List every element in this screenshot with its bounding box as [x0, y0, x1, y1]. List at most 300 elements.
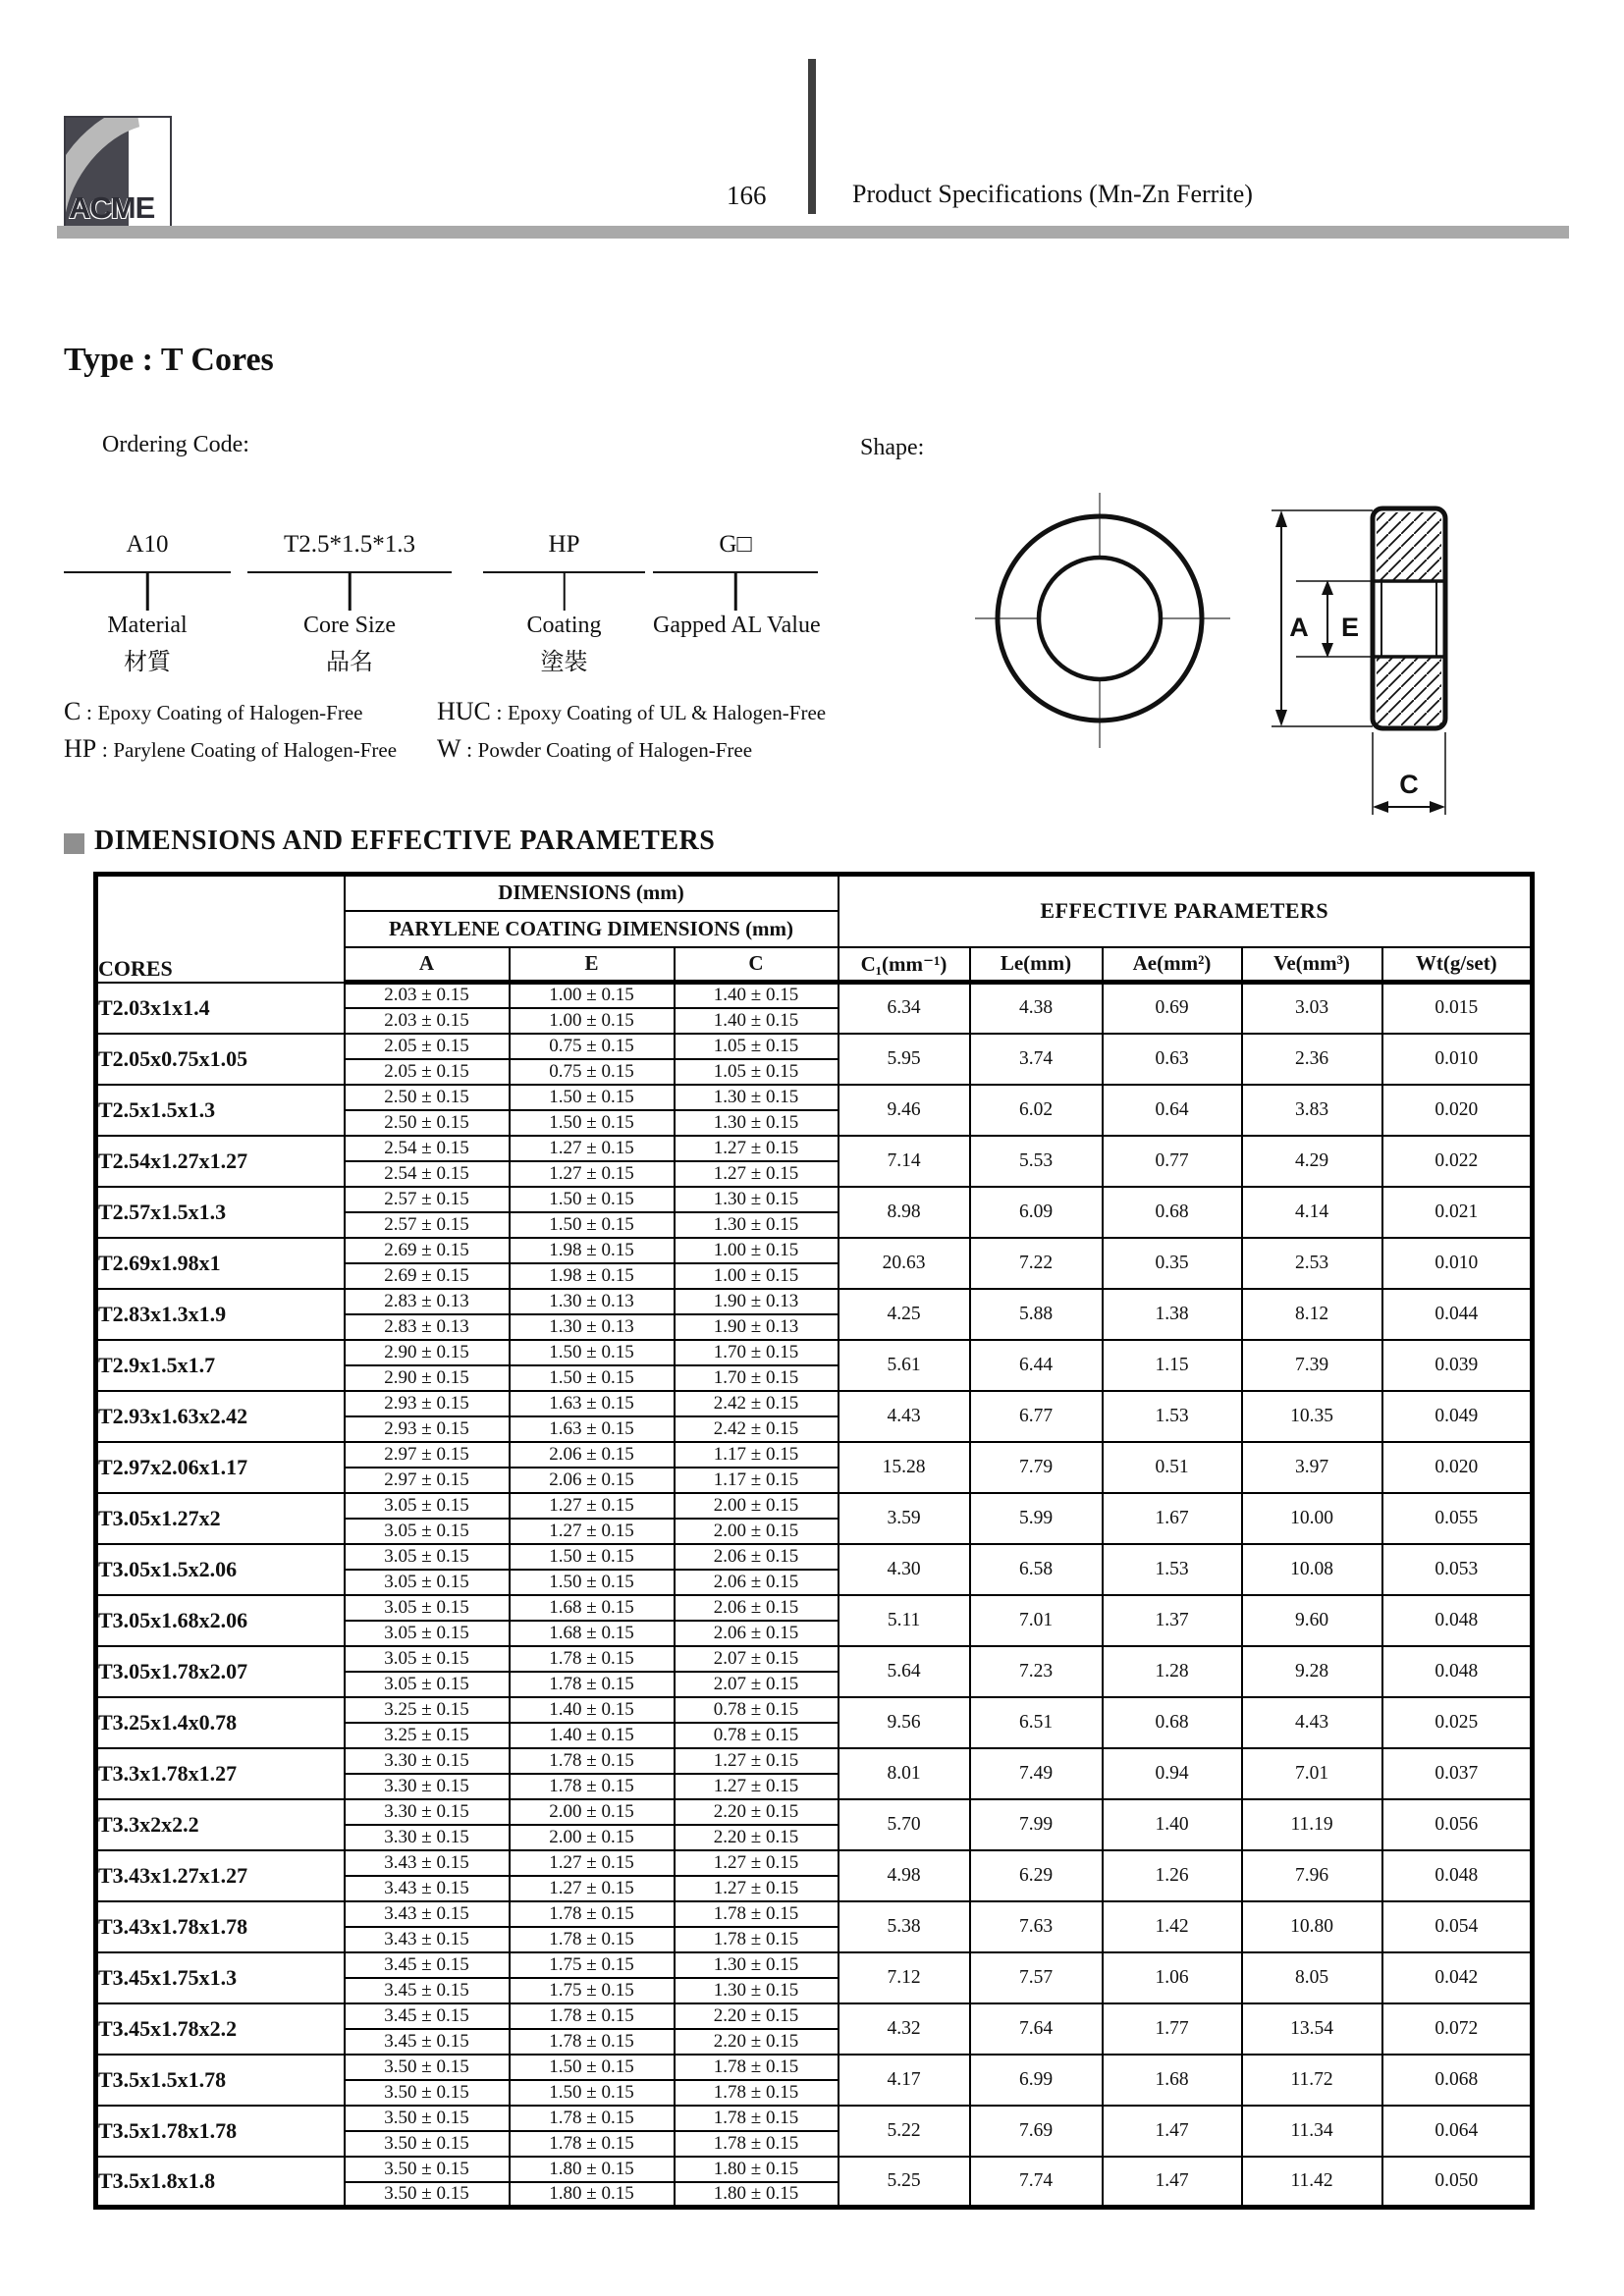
- coating-dimension-value: 0.75 ± 0.15: [510, 1059, 675, 1085]
- cross-section-hatch-top: [1377, 512, 1441, 580]
- dimension-value: 1.05 ± 0.15: [675, 1034, 839, 1059]
- coating-dimension-value: 3.05 ± 0.15: [345, 1672, 510, 1697]
- parameter-value: 1.67: [1103, 1493, 1242, 1544]
- coating-dimension-value: 2.69 ± 0.15: [345, 1263, 510, 1289]
- coating-dimension-value: 1.30 ± 0.15: [675, 1978, 839, 2003]
- coating-dimension-value: 1.78 ± 0.15: [675, 2131, 839, 2157]
- dimension-value: 1.78 ± 0.15: [510, 1901, 675, 1927]
- table-row: [96, 1697, 1533, 1723]
- parameter-value: 11.72: [1242, 2055, 1382, 2106]
- parameter-value: 4.25: [839, 1289, 970, 1340]
- parameter-value: 13.54: [1242, 2003, 1382, 2055]
- parameter-value: 11.34: [1242, 2106, 1382, 2157]
- legend-text: Epoxy Coating of Halogen-Free: [97, 701, 363, 724]
- dimension-value: 2.90 ± 0.15: [345, 1340, 510, 1365]
- dimension-value: 2.69 ± 0.15: [345, 1238, 510, 1263]
- dimension-value: 2.06 ± 0.15: [675, 1544, 839, 1570]
- core-name: T2.97x2.06x1.17: [96, 1442, 345, 1493]
- parameter-value: 7.99: [970, 1799, 1103, 1850]
- parameter-value: 7.69: [970, 2106, 1103, 2157]
- parameter-value: 15.28: [839, 1442, 970, 1493]
- coating-dimension-value: 1.78 ± 0.15: [510, 2029, 675, 2055]
- parameter-value: 9.60: [1242, 1595, 1382, 1646]
- parameter-value: 5.70: [839, 1799, 970, 1850]
- dimension-value: 1.27 ± 0.15: [675, 1136, 839, 1161]
- dimension-value: 2.06 ± 0.15: [510, 1442, 675, 1468]
- toroid-shape-drawing: [967, 483, 1478, 822]
- coating-dimension-value: 2.97 ± 0.15: [345, 1468, 510, 1493]
- coating-dimension-value: 2.05 ± 0.15: [345, 1059, 510, 1085]
- table-row: [96, 1595, 1533, 1621]
- parameter-value: 0.022: [1382, 1136, 1533, 1187]
- coating-dimension-value: 1.78 ± 0.15: [510, 1927, 675, 1952]
- col-header-ae: Ae(mm²): [1103, 947, 1242, 983]
- dimension-value: 1.30 ± 0.15: [675, 1952, 839, 1978]
- parameter-value: 6.58: [970, 1544, 1103, 1595]
- dimension-value: 2.57 ± 0.15: [345, 1187, 510, 1212]
- table-row: [96, 1034, 1533, 1059]
- coating-dimension-value: 3.30 ± 0.15: [345, 1825, 510, 1850]
- dimension-value: 1.78 ± 0.15: [675, 2106, 839, 2131]
- core-name: T2.54x1.27x1.27: [96, 1136, 345, 1187]
- parameter-value: 1.37: [1103, 1595, 1242, 1646]
- dimension-value: 0.78 ± 0.15: [675, 1697, 839, 1723]
- dimension-value: 3.05 ± 0.15: [345, 1595, 510, 1621]
- parameter-value: 20.63: [839, 1238, 970, 1289]
- logo-text: ACME: [69, 190, 155, 225]
- parameter-value: 3.97: [1242, 1442, 1382, 1493]
- coating-dimension-value: 2.20 ± 0.15: [675, 1825, 839, 1850]
- parameter-value: 1.53: [1103, 1391, 1242, 1442]
- acme-logo: [64, 116, 172, 228]
- coating-dimension-value: 2.54 ± 0.15: [345, 1161, 510, 1187]
- col-header-cores: CORES: [96, 875, 345, 983]
- coating-dimension-value: 1.98 ± 0.15: [510, 1263, 675, 1289]
- legend-huc: HUC : Epoxy Coating of UL & Halogen-Free: [437, 697, 827, 725]
- coating-dimension-value: 1.78 ± 0.15: [510, 1672, 675, 1697]
- dimension-value: 1.30 ± 0.13: [510, 1289, 675, 1314]
- coating-dimension-value: 2.50 ± 0.15: [345, 1110, 510, 1136]
- table-row: [96, 1289, 1533, 1314]
- page-title: Type : T Cores: [64, 342, 274, 378]
- parameter-value: 0.68: [1103, 1187, 1242, 1238]
- coating-dimension-value: 3.05 ± 0.15: [345, 1570, 510, 1595]
- parameter-value: 7.23: [970, 1646, 1103, 1697]
- parameter-value: 0.054: [1382, 1901, 1533, 1952]
- dimension-value: 3.30 ± 0.15: [345, 1748, 510, 1774]
- core-name: T3.05x1.68x2.06: [96, 1595, 345, 1646]
- core-name: T3.43x1.78x1.78: [96, 1901, 345, 1952]
- dimension-value: 3.50 ± 0.15: [345, 2106, 510, 2131]
- table-row: [96, 2003, 1533, 2029]
- table-row: [96, 1544, 1533, 1570]
- dimension-value: 2.50 ± 0.15: [345, 1085, 510, 1110]
- parameter-value: 10.80: [1242, 1901, 1382, 1952]
- core-name: T3.05x1.27x2: [96, 1493, 345, 1544]
- coating-dimension-value: 2.83 ± 0.13: [345, 1314, 510, 1340]
- parameter-value: 6.09: [970, 1187, 1103, 1238]
- coating-dimension-value: 3.45 ± 0.15: [345, 2029, 510, 2055]
- dimension-value: 1.30 ± 0.15: [675, 1085, 839, 1110]
- parameter-value: 4.14: [1242, 1187, 1382, 1238]
- dim-a-label: A: [1289, 613, 1309, 642]
- ordering-code-value: A10: [126, 531, 169, 558]
- section-bullet-icon: [64, 833, 84, 854]
- parameter-value: 7.12: [839, 1952, 970, 2003]
- dimension-value: 1.50 ± 0.15: [510, 2055, 675, 2080]
- coating-dimension-value: 1.27 ± 0.15: [675, 1161, 839, 1187]
- parameter-value: 4.32: [839, 2003, 970, 2055]
- coating-dimension-value: 1.78 ± 0.15: [510, 1774, 675, 1799]
- coating-dimension-value: 1.27 ± 0.15: [510, 1519, 675, 1544]
- legend-powder: W : Powder Coating of Halogen-Free: [437, 734, 753, 763]
- coating-dimension-value: 3.50 ± 0.15: [345, 2080, 510, 2106]
- coating-dimension-value: 1.30 ± 0.15: [675, 1110, 839, 1136]
- parameter-value: 5.22: [839, 2106, 970, 2157]
- core-name: T3.05x1.78x2.07: [96, 1646, 345, 1697]
- dimension-value: 1.68 ± 0.15: [510, 1595, 675, 1621]
- coating-dimension-value: 1.30 ± 0.13: [510, 1314, 675, 1340]
- parameter-value: 3.74: [970, 1034, 1103, 1085]
- coating-dimension-value: 1.75 ± 0.15: [510, 1978, 675, 2003]
- legend-parylene: HP : Parylene Coating of Halogen-Free: [64, 734, 398, 763]
- parameter-value: 1.68: [1103, 2055, 1242, 2106]
- legend-epoxy: C : Epoxy Coating of Halogen-Free: [64, 697, 363, 725]
- parameter-value: 4.38: [970, 983, 1103, 1034]
- parameter-value: 8.05: [1242, 1952, 1382, 2003]
- parameter-value: 0.064: [1382, 2106, 1533, 2157]
- dimension-value: 1.50 ± 0.15: [510, 1187, 675, 1212]
- parameter-value: 6.51: [970, 1697, 1103, 1748]
- header-rule: [57, 226, 1569, 239]
- table-row: [96, 1136, 1533, 1161]
- table-row: [96, 1085, 1533, 1110]
- dimension-value: 3.43 ± 0.15: [345, 1850, 510, 1876]
- dimension-value: 3.50 ± 0.15: [345, 2157, 510, 2182]
- parameter-value: 0.020: [1382, 1442, 1533, 1493]
- ordering-code-rule: [247, 571, 452, 573]
- coating-dimension-value: 2.06 ± 0.15: [675, 1570, 839, 1595]
- parameter-value: 3.59: [839, 1493, 970, 1544]
- ordering-code-word-cn: 塗裝: [540, 650, 588, 675]
- coating-dimension-value: 1.50 ± 0.15: [510, 2080, 675, 2106]
- coating-dimension-value: 1.70 ± 0.15: [675, 1365, 839, 1391]
- dimension-value: 3.25 ± 0.15: [345, 1697, 510, 1723]
- dimension-value: 0.75 ± 0.15: [510, 1034, 675, 1059]
- coating-dimension-value: 1.27 ± 0.15: [675, 1774, 839, 1799]
- dimension-value: 1.50 ± 0.15: [510, 1085, 675, 1110]
- dimension-value: 2.20 ± 0.15: [675, 1799, 839, 1825]
- parameter-value: 0.021: [1382, 1187, 1533, 1238]
- parameter-value: 5.88: [970, 1289, 1103, 1340]
- parameter-value: 0.044: [1382, 1289, 1533, 1340]
- parameter-value: 10.35: [1242, 1391, 1382, 1442]
- table-row: [96, 2106, 1533, 2131]
- parameter-value: 1.06: [1103, 1952, 1242, 2003]
- core-name: T3.5x1.5x1.78: [96, 2055, 345, 2106]
- coating-dimension-value: 0.78 ± 0.15: [675, 1723, 839, 1748]
- ordering-code-item-gapped-al: [653, 528, 821, 639]
- coating-dimension-value: 1.17 ± 0.15: [675, 1468, 839, 1493]
- shape-label: Shape:: [860, 435, 925, 460]
- ordering-code-rule: [483, 571, 645, 573]
- parameter-value: 7.22: [970, 1238, 1103, 1289]
- parameter-value: 9.46: [839, 1085, 970, 1136]
- toroid-inner-circle: [1039, 558, 1161, 679]
- ordering-code-word: Material: [107, 613, 188, 638]
- header-title: Product Specifications (Mn-Zn Ferrite): [852, 180, 1253, 208]
- dimension-value: 2.00 ± 0.15: [675, 1493, 839, 1519]
- coating-dimension-value: 3.50 ± 0.15: [345, 2131, 510, 2157]
- table-row: [96, 1442, 1533, 1468]
- parameter-value: 1.15: [1103, 1340, 1242, 1391]
- col-header-wt: Wt(g/set): [1382, 947, 1533, 983]
- parameter-value: 7.79: [970, 1442, 1103, 1493]
- core-name: T2.57x1.5x1.3: [96, 1187, 345, 1238]
- parameter-value: 7.57: [970, 1952, 1103, 2003]
- ordering-code-word-cn: 品名: [326, 650, 373, 675]
- coating-dimension-value: 2.20 ± 0.15: [675, 2029, 839, 2055]
- parameter-value: 9.56: [839, 1697, 970, 1748]
- coating-dimension-value: 1.00 ± 0.15: [510, 1008, 675, 1034]
- coating-dimension-value: 1.27 ± 0.15: [510, 1876, 675, 1901]
- col-header-ve: Ve(mm³): [1242, 947, 1382, 983]
- col-header-c: C: [675, 947, 839, 983]
- parameter-value: 8.01: [839, 1748, 970, 1799]
- parameter-value: 6.99: [970, 2055, 1103, 2106]
- parameter-value: 10.00: [1242, 1493, 1382, 1544]
- coating-dimension-value: 1.27 ± 0.15: [675, 1876, 839, 1901]
- parameter-value: 5.61: [839, 1340, 970, 1391]
- coating-dimension-value: 1.78 ± 0.15: [510, 2131, 675, 2157]
- coating-dimension-value: 1.50 ± 0.15: [510, 1570, 675, 1595]
- cross-section-hatch-bottom: [1377, 658, 1441, 725]
- parameter-value: 8.12: [1242, 1289, 1382, 1340]
- parameter-value: 11.42: [1242, 2157, 1382, 2208]
- parameter-value: 9.28: [1242, 1646, 1382, 1697]
- parameter-value: 5.11: [839, 1595, 970, 1646]
- parameter-value: 6.44: [970, 1340, 1103, 1391]
- dimension-value: 3.50 ± 0.15: [345, 2055, 510, 2080]
- parameter-value: 0.51: [1103, 1442, 1242, 1493]
- core-name: T3.25x1.4x0.78: [96, 1697, 345, 1748]
- parameter-value: 0.055: [1382, 1493, 1533, 1544]
- ordering-code-word-cn: 材質: [124, 650, 171, 675]
- parameter-value: 11.19: [1242, 1799, 1382, 1850]
- col-header-parylene: PARYLENE COATING DIMENSIONS (mm): [345, 911, 839, 947]
- legend-code: W: [437, 734, 461, 763]
- dimension-value: 1.30 ± 0.15: [675, 1187, 839, 1212]
- parameter-value: 1.26: [1103, 1850, 1242, 1901]
- table-row: [96, 1901, 1533, 1927]
- core-name: T3.43x1.27x1.27: [96, 1850, 345, 1901]
- parameter-value: 6.02: [970, 1085, 1103, 1136]
- page-number: 166: [727, 181, 767, 210]
- dimension-value: 3.43 ± 0.15: [345, 1901, 510, 1927]
- col-header-a: A: [345, 947, 510, 983]
- col-header-le: Le(mm): [970, 947, 1103, 983]
- parameter-value: 0.015: [1382, 983, 1533, 1034]
- coating-dimension-value: 1.90 ± 0.13: [675, 1314, 839, 1340]
- dim-e-label: E: [1340, 613, 1360, 642]
- coating-dimension-value: 3.05 ± 0.15: [345, 1519, 510, 1544]
- dimension-value: 1.00 ± 0.15: [675, 1238, 839, 1263]
- parameter-value: 0.049: [1382, 1391, 1533, 1442]
- parameter-value: 1.42: [1103, 1901, 1242, 1952]
- core-name: T3.45x1.78x2.2: [96, 2003, 345, 2055]
- dimension-value: 2.07 ± 0.15: [675, 1646, 839, 1672]
- parameter-value: 0.037: [1382, 1748, 1533, 1799]
- ordering-code-word: Gapped AL Value: [653, 613, 821, 638]
- table-row: [96, 1187, 1533, 1212]
- dimension-value: 1.27 ± 0.15: [510, 1493, 675, 1519]
- parameter-value: 7.96: [1242, 1850, 1382, 1901]
- parameter-value: 0.039: [1382, 1340, 1533, 1391]
- coating-dimension-value: 1.50 ± 0.15: [510, 1365, 675, 1391]
- coating-dimension-value: 2.00 ± 0.15: [675, 1519, 839, 1544]
- parameter-value: 1.53: [1103, 1544, 1242, 1595]
- parameter-value: 7.64: [970, 2003, 1103, 2055]
- ordering-code-word: Core Size: [303, 613, 396, 638]
- dimension-value: 3.45 ± 0.15: [345, 2003, 510, 2029]
- dimension-value: 1.27 ± 0.15: [675, 1748, 839, 1774]
- coating-dimension-value: 3.05 ± 0.15: [345, 1621, 510, 1646]
- dimension-value: 1.78 ± 0.15: [510, 1748, 675, 1774]
- dimension-value: 1.80 ± 0.15: [675, 2157, 839, 2182]
- dimension-value: 2.54 ± 0.15: [345, 1136, 510, 1161]
- parameter-value: 0.69: [1103, 983, 1242, 1034]
- parameter-value: 7.14: [839, 1136, 970, 1187]
- table-row: [96, 1493, 1533, 1519]
- coating-dimension-value: 1.80 ± 0.15: [675, 2182, 839, 2208]
- table-row: [96, 1391, 1533, 1416]
- dimension-value: 2.42 ± 0.15: [675, 1391, 839, 1416]
- ordering-code-item-core-size: [247, 528, 452, 676]
- coating-dimension-value: 3.43 ± 0.15: [345, 1927, 510, 1952]
- parameter-value: 5.64: [839, 1646, 970, 1697]
- parameter-value: 6.29: [970, 1850, 1103, 1901]
- core-name: T3.5x1.8x1.8: [96, 2157, 345, 2208]
- coating-dimension-value: 2.07 ± 0.15: [675, 1672, 839, 1697]
- core-name: T3.45x1.75x1.3: [96, 1952, 345, 2003]
- parameter-value: 4.43: [1242, 1697, 1382, 1748]
- coating-dimension-value: 1.68 ± 0.15: [510, 1621, 675, 1646]
- dimension-value: 1.17 ± 0.15: [675, 1442, 839, 1468]
- legend-code: HUC: [437, 697, 491, 725]
- table-row: [96, 1646, 1533, 1672]
- coating-dimension-value: 3.25 ± 0.15: [345, 1723, 510, 1748]
- coating-dimension-value: 3.50 ± 0.15: [345, 2182, 510, 2208]
- core-name: T2.03x1x1.4: [96, 983, 345, 1034]
- col-header-e: E: [510, 947, 675, 983]
- table-row: [96, 1340, 1533, 1365]
- core-name: T3.05x1.5x2.06: [96, 1544, 345, 1595]
- coating-dimension-value: 2.42 ± 0.15: [675, 1416, 839, 1442]
- parameter-value: 5.99: [970, 1493, 1103, 1544]
- parameter-value: 0.77: [1103, 1136, 1242, 1187]
- parameter-value: 0.042: [1382, 1952, 1533, 2003]
- core-name: T3.5x1.78x1.78: [96, 2106, 345, 2157]
- dimension-value: 2.00 ± 0.15: [510, 1799, 675, 1825]
- core-name: T2.05x0.75x1.05: [96, 1034, 345, 1085]
- dimension-value: 1.80 ± 0.15: [510, 2157, 675, 2182]
- coating-dimension-value: 2.00 ± 0.15: [510, 1825, 675, 1850]
- parameter-value: 1.38: [1103, 1289, 1242, 1340]
- core-name: T2.9x1.5x1.7: [96, 1340, 345, 1391]
- dimension-value: 1.50 ± 0.15: [510, 1544, 675, 1570]
- parameter-value: 5.95: [839, 1034, 970, 1085]
- core-name: T2.5x1.5x1.3: [96, 1085, 345, 1136]
- coating-dimension-value: 1.30 ± 0.15: [675, 1212, 839, 1238]
- parameter-value: 7.49: [970, 1748, 1103, 1799]
- coating-dimension-value: 1.50 ± 0.15: [510, 1110, 675, 1136]
- dimension-value: 1.70 ± 0.15: [675, 1340, 839, 1365]
- parameter-value: 4.17: [839, 2055, 970, 2106]
- coating-dimension-value: 2.93 ± 0.15: [345, 1416, 510, 1442]
- dimension-value: 2.83 ± 0.13: [345, 1289, 510, 1314]
- table-row: [96, 2055, 1533, 2080]
- dimension-value: 1.78 ± 0.15: [675, 1901, 839, 1927]
- parameter-value: 0.048: [1382, 1850, 1533, 1901]
- table-row: [96, 1799, 1533, 1825]
- coating-dimension-value: 1.78 ± 0.15: [675, 2080, 839, 2106]
- core-name: T2.69x1.98x1: [96, 1238, 345, 1289]
- parameter-value: 1.47: [1103, 2157, 1242, 2208]
- parameter-value: 2.36: [1242, 1034, 1382, 1085]
- coating-dimension-value: 1.50 ± 0.15: [510, 1212, 675, 1238]
- parameter-value: 6.77: [970, 1391, 1103, 1442]
- col-header-effective-parameters: EFFECTIVE PARAMETERS: [839, 875, 1533, 947]
- parameter-value: 0.053: [1382, 1544, 1533, 1595]
- dimension-value: 3.05 ± 0.15: [345, 1493, 510, 1519]
- parameter-value: 4.29: [1242, 1136, 1382, 1187]
- coating-dimension-value: 3.30 ± 0.15: [345, 1774, 510, 1799]
- parameter-value: 4.98: [839, 1850, 970, 1901]
- coating-dimension-value: 2.03 ± 0.15: [345, 1008, 510, 1034]
- parameter-value: 0.020: [1382, 1085, 1533, 1136]
- dimension-value: 1.40 ± 0.15: [510, 1697, 675, 1723]
- dimension-value: 2.93 ± 0.15: [345, 1391, 510, 1416]
- parameter-value: 6.34: [839, 983, 970, 1034]
- parameter-value: 0.056: [1382, 1799, 1533, 1850]
- dimension-value: 1.40 ± 0.15: [675, 983, 839, 1008]
- dimension-value: 3.45 ± 0.15: [345, 1952, 510, 1978]
- dim-c-label: C: [1399, 770, 1419, 799]
- parameter-value: 5.38: [839, 1901, 970, 1952]
- ordering-code-label: Ordering Code:: [102, 432, 249, 457]
- ordering-code-value: G□: [719, 531, 752, 558]
- table-row: [96, 1238, 1533, 1263]
- coating-dimension-value: 1.27 ± 0.15: [510, 1161, 675, 1187]
- parameter-value: 7.01: [970, 1595, 1103, 1646]
- legend-code: HP: [64, 734, 97, 763]
- core-name: T3.3x1.78x1.27: [96, 1748, 345, 1799]
- dimension-value: 1.78 ± 0.15: [510, 2003, 675, 2029]
- parameter-value: 0.050: [1382, 2157, 1533, 2208]
- col-header-c1: C₁(mm⁻¹): [839, 947, 970, 983]
- parameter-value: 4.30: [839, 1544, 970, 1595]
- parameter-value: 5.25: [839, 2157, 970, 2208]
- coating-dimension-value: 1.00 ± 0.15: [675, 1263, 839, 1289]
- legend-code: C: [64, 697, 81, 725]
- parameter-value: 4.43: [839, 1391, 970, 1442]
- parameter-value: 0.35: [1103, 1238, 1242, 1289]
- parameter-value: 1.40: [1103, 1799, 1242, 1850]
- parameter-value: 7.63: [970, 1901, 1103, 1952]
- dimensions-table: [93, 872, 1535, 2210]
- coating-dimension-value: 2.06 ± 0.15: [675, 1621, 839, 1646]
- dimension-value: 1.27 ± 0.15: [675, 1850, 839, 1876]
